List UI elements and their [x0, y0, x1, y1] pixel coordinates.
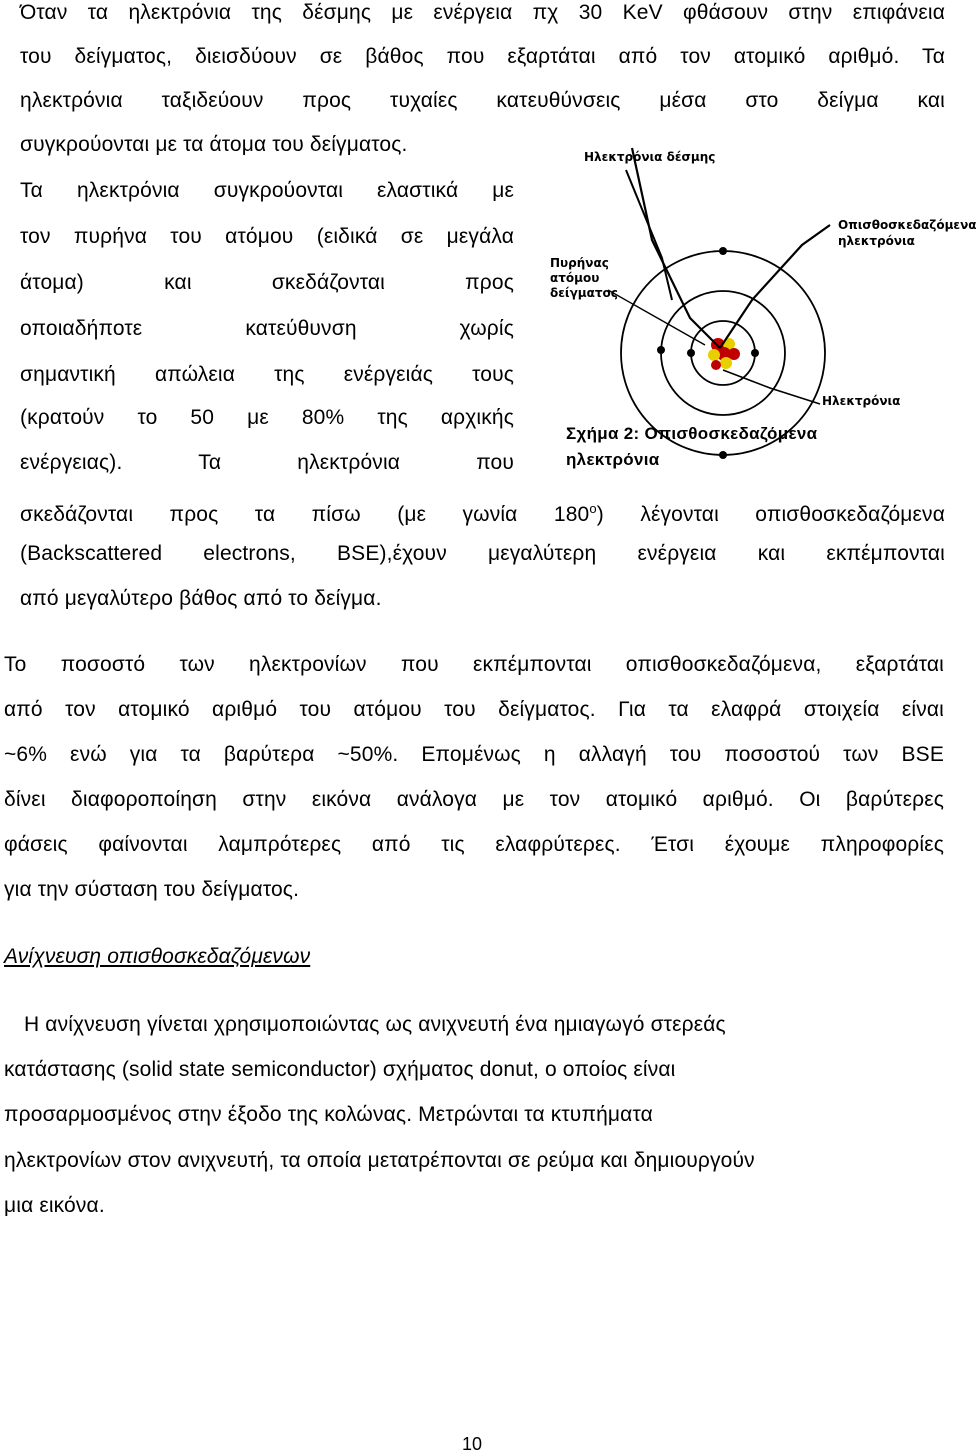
paragraph-line: από τον ατομικό αριθμό του ατόμου του δείγματος. Για τα ελαφρά στοιχεία είναι — [4, 698, 944, 721]
beam-path — [626, 170, 672, 300]
nucleus-label: ατόμου — [550, 271, 600, 285]
backscatter-path — [720, 225, 830, 348]
paragraph-line: ~6% ενώ για τα βαρύτερα ~50%. Επομένως η αλλαγή του ποσοστού των BSE — [4, 743, 944, 766]
paragraph-line: οποιαδήποτε κατεύθυνση χωρίς — [20, 317, 514, 340]
beam-path — [632, 148, 720, 348]
orbit-electron — [687, 349, 695, 357]
paragraph-line: μια εικόνα. — [4, 1194, 105, 1217]
backscatter-diagram — [540, 140, 960, 430]
paragraph-line: Όταν τα ηλεκτρόνια της δέσμης με ενέργεια πχ 30 KeV φθάσουν στην επιφάνεια — [20, 1, 945, 24]
section-heading: Ανίχνευση οπισθοσκεδαζόμενων — [4, 945, 311, 968]
paragraph-line: συγκρούονται με τα άτομα του δείγματος. — [20, 133, 408, 156]
paragraph-line: ενέργειας). Τα ηλεκτρόνια που — [20, 451, 514, 474]
electron-path — [723, 370, 820, 404]
orbit-electron — [719, 247, 727, 255]
degree-superscript: ο — [589, 501, 597, 516]
backscattered-electrons-label: ηλεκτρόνια — [838, 234, 915, 248]
page-number: 10 — [462, 1434, 483, 1454]
backscattered-electrons-label: Οπισθοσκεδαζόμενα — [838, 218, 977, 232]
paragraph-line: σημαντική απώλεια της ενέργειάς τους — [20, 363, 514, 386]
paragraph-line: φάσεις φαίνονται λαμπρότερες από τις ελαφρύτερες. Έτσι έχουμε πληροφορίες — [4, 833, 944, 856]
paragraph-line: Τα ηλεκτρόνια συγκρούονται ελαστικά με — [20, 179, 514, 202]
paragraph-line: (κρατούν το 50 με 80% της αρχικής — [20, 406, 514, 429]
paragraph-line: προσαρμοσμένος στην έξοδο της κολώνας. Μετρώνται τα κτυπήματα — [4, 1103, 653, 1126]
paragraph-line: για την σύσταση του δείγματος. — [4, 878, 300, 901]
paragraph-line: ηλεκτρονίων στον ανιχνευτή, τα οποία μετατρέπονται σε ρεύμα και δημιουργούν — [4, 1149, 755, 1172]
orbit-electron — [719, 451, 727, 459]
electrons-label: Ηλεκτρόνια — [822, 394, 901, 408]
paragraph-line: άτομα) και σκεδάζονται προς — [20, 271, 514, 294]
nucleus-label: δείγματος — [550, 286, 618, 300]
paragraph-line: κατάστασης (solid state semiconductor) σχήματος donut, ο οποίος είναι — [4, 1058, 676, 1081]
paragraph-line: δίνει διαφοροποίηση στην εικόνα ανάλογα με τον ατομικό αριθμό. Οι βαρύτερες — [4, 788, 944, 811]
orbit-electron — [657, 346, 665, 354]
orbit-electron — [751, 349, 759, 357]
paragraph-line: ηλεκτρόνια ταξιδεύουν προς τυχαίες κατευθύνσεις μέσα στο δείγμα και — [20, 89, 945, 112]
paragraph-line: του δείγματος, διεισδύουν σε βάθος που εξαρτάται από τον ατομικό αριθμό. Τα — [20, 45, 945, 68]
paragraph-line: Το ποσοστό των ηλεκτρονίων που εκπέμπονται οπισθοσκεδαζόμενα, εξαρτάται — [4, 653, 944, 676]
figure-caption: Σχήμα 2: Οπισθοσκεδαζόμενα — [566, 424, 818, 443]
figure-caption: ηλεκτρόνια — [566, 450, 660, 469]
paragraph-line: (Backscattered electrons, BSE),έχουν μεγαλύτερη ενέργεια και εκπέμπονται — [20, 542, 945, 565]
text-run: σκεδάζονται προς τα πίσω (με γωνία 180 — [20, 503, 590, 526]
paragraph-line: Η ανίχνευση γίνεται χρησιμοποιώντας ως ανιχνευτή ένα ημιαγωγό στερεάς — [24, 1013, 726, 1036]
text-run: ) λέγονται οπισθοσκεδαζόμενα — [596, 503, 945, 526]
beam-electrons-label: Ηλεκτρόνια δέσμης — [584, 150, 716, 164]
nucleus-label: Πυρήνας — [550, 256, 609, 270]
paragraph-line: από μεγαλύτερο βάθος από το δείγμα. — [20, 587, 382, 610]
paragraph-line: τον πυρήνα του ατόμου (ειδικά σε μεγάλα — [20, 225, 514, 248]
